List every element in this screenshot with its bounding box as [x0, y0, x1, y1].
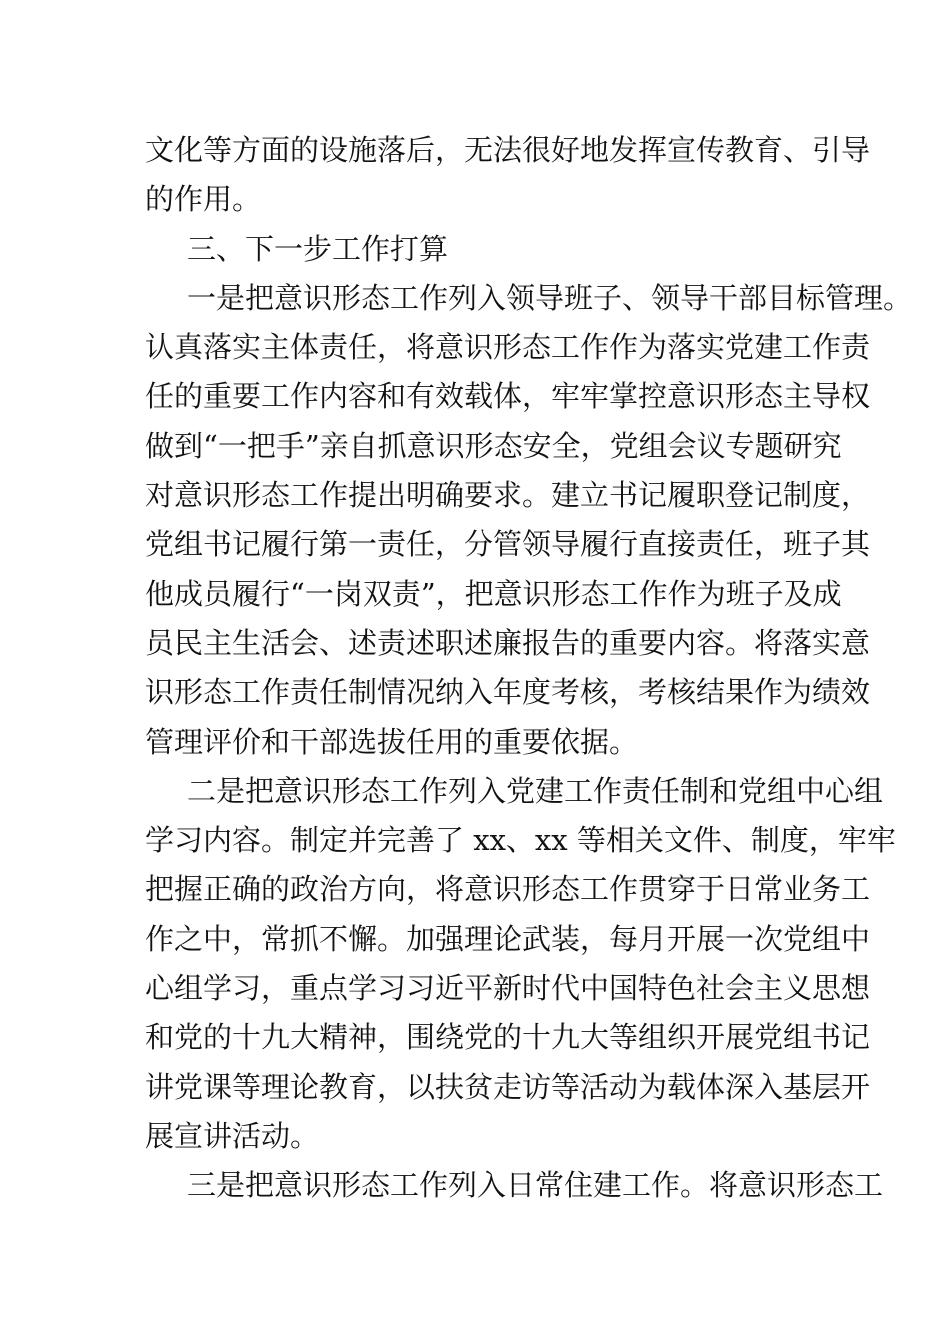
text-line: 展宣讲活动。 — [145, 1118, 320, 1153]
text-line: 学习内容。制定并完善了 xx、xx 等相关文件、制度，牢牢 — [145, 823, 896, 858]
text-line: 和党的十九大精神，围绕党的十九大等组织开展党组书记 — [145, 1020, 871, 1055]
text-line: 讲党课等理论教育，以扶贫走访等活动为载体深入基层开 — [145, 1069, 871, 1104]
paragraph-start: 一是把意识形态工作列入领导班子、领导干部目标管理。 — [187, 280, 913, 315]
text-line: 对意识形态工作提出明确要求。建立书记履职登记制度， — [145, 478, 871, 513]
document-body — [145, 126, 913, 1211]
paragraph-start: 二是把意识形态工作列入党建工作责任制和党组中心组 — [187, 773, 884, 808]
text-line: 党组书记履行第一责任，分管领导履行直接责任，班子其 — [145, 527, 871, 562]
text-line: 认真落实主体责任，将意识形态工作作为落实党建工作责 — [145, 330, 871, 365]
section-heading: 三、下一步工作打算 — [187, 231, 449, 266]
paragraph-start: 三是把意识形态工作列入日常住建工作。将意识形态工 — [187, 1168, 884, 1203]
text-line: 把握正确的政治方向，将意识形态工作贯穿于日常业务工 — [145, 872, 871, 907]
text-line: 任的重要工作内容和有效载体，牢牢掌控意识形态主导权 — [145, 379, 871, 414]
text-line: 心组学习，重点学习习近平新时代中国特色社会主义思想 — [145, 971, 871, 1006]
text-line: 的作用。 — [145, 182, 262, 217]
text-line: 管理评价和干部选拔任用的重要依据。 — [145, 724, 639, 759]
text-line: 作之中，常抓不懈。加强理论武装，每月开展一次党组中 — [145, 921, 871, 956]
text-line: 员民主生活会、述责述职述廉报告的重要内容。将落实意 — [145, 625, 871, 660]
text-line: 文化等方面的设施落后，无法很好地发挥宣传教育、引导 — [145, 133, 871, 167]
text-line: 识形态工作责任制情况纳入年度考核，考核结果作为绩效 — [145, 675, 871, 710]
text-line: 做到“一把手”亲自抓意识形态安全，党组会议专题研究 — [145, 428, 842, 463]
text-line: 他成员履行“一岗双责”，把意识形态工作作为班子及成 — [145, 576, 842, 611]
